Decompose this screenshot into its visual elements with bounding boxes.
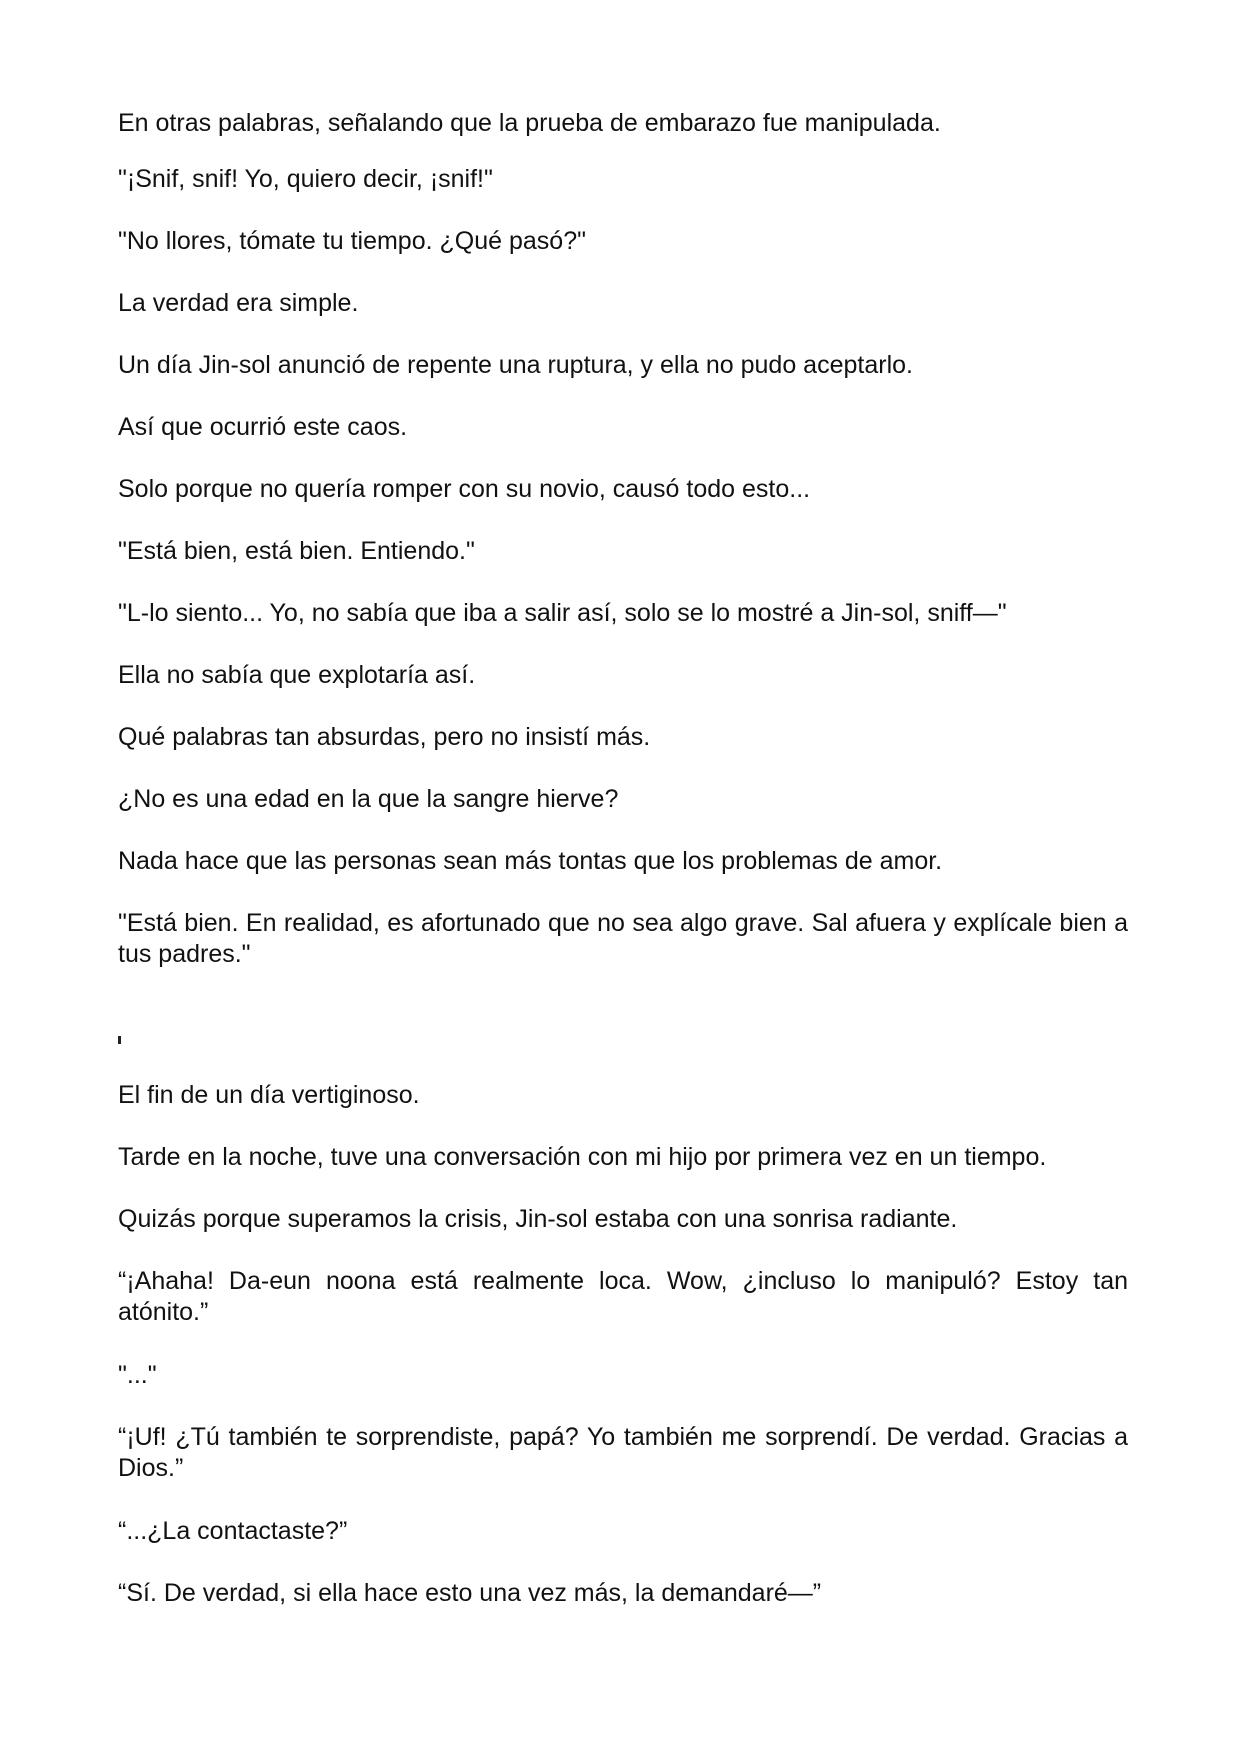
paragraph-17: Quizás porque superamos la crisis, Jin-sol estaba con una sonrisa radiante.: [118, 1205, 958, 1233]
paragraph-22: “Sí. De verdad, si ella hace esto una vez más, la demandaré—”: [118, 1579, 822, 1607]
paragraph-16: Tarde en la noche, tuve una conversación con mi hijo por primera vez en un tiempo.: [118, 1143, 1047, 1171]
paragraph-4: La verdad era simple.: [118, 289, 359, 317]
paragraph-5: Un día Jin-sol anunció de repente una ruptura, y ella no pudo aceptarlo.: [118, 351, 913, 379]
paragraph-10: Ella no sabía que explotaría así.: [118, 661, 476, 689]
paragraph-14: "Está bien. En realidad, es afortunado que no sea algo grave. Sal afuera y explícale bien a tus padres.": [118, 909, 1128, 968]
paragraph-2: "¡Snif, snif! Yo, quiero decir, ¡snif!": [118, 165, 493, 193]
paragraph-12: ¿No es una edad en la que la sangre hierve?: [118, 785, 619, 813]
paragraph-20: “¡Uf! ¿Tú también te sorprendiste, papá? Yo también me sorprendí. De verdad. Gracias a Dios.”: [118, 1423, 1128, 1482]
paragraph-6: Así que ocurrió este caos.: [118, 413, 408, 441]
paragraph-19: "...": [118, 1361, 157, 1389]
paragraph-13: Nada hace que las personas sean más tontas que los problemas de amor.: [118, 847, 943, 875]
paragraph-9: "L-lo siento... Yo, no sabía que iba a salir así, solo se lo mostré a Jin-sol, sniff—": [118, 599, 1007, 627]
paragraph-3: "No llores, tómate tu tiempo. ¿Qué pasó?": [118, 227, 586, 255]
paragraph-1: En otras palabras, señalando que la prueba de embarazo fue manipulada.: [118, 109, 941, 137]
section-mark: [118, 1036, 121, 1044]
paragraph-18: “¡Ahaha! Da-eun noona está realmente loca. Wow, ¿incluso lo manipuló? Estoy tan atónito.”: [118, 1267, 1128, 1326]
paragraph-15: El fin de un día vertiginoso.: [118, 1081, 420, 1109]
paragraph-7: Solo porque no quería romper con su novio, causó todo esto...: [118, 475, 811, 503]
paragraph-11: Qué palabras tan absurdas, pero no insistí más.: [118, 723, 651, 751]
paragraph-21: “...¿La contactaste?”: [118, 1517, 348, 1545]
paragraph-8: "Está bien, está bien. Entiendo.": [118, 537, 475, 565]
